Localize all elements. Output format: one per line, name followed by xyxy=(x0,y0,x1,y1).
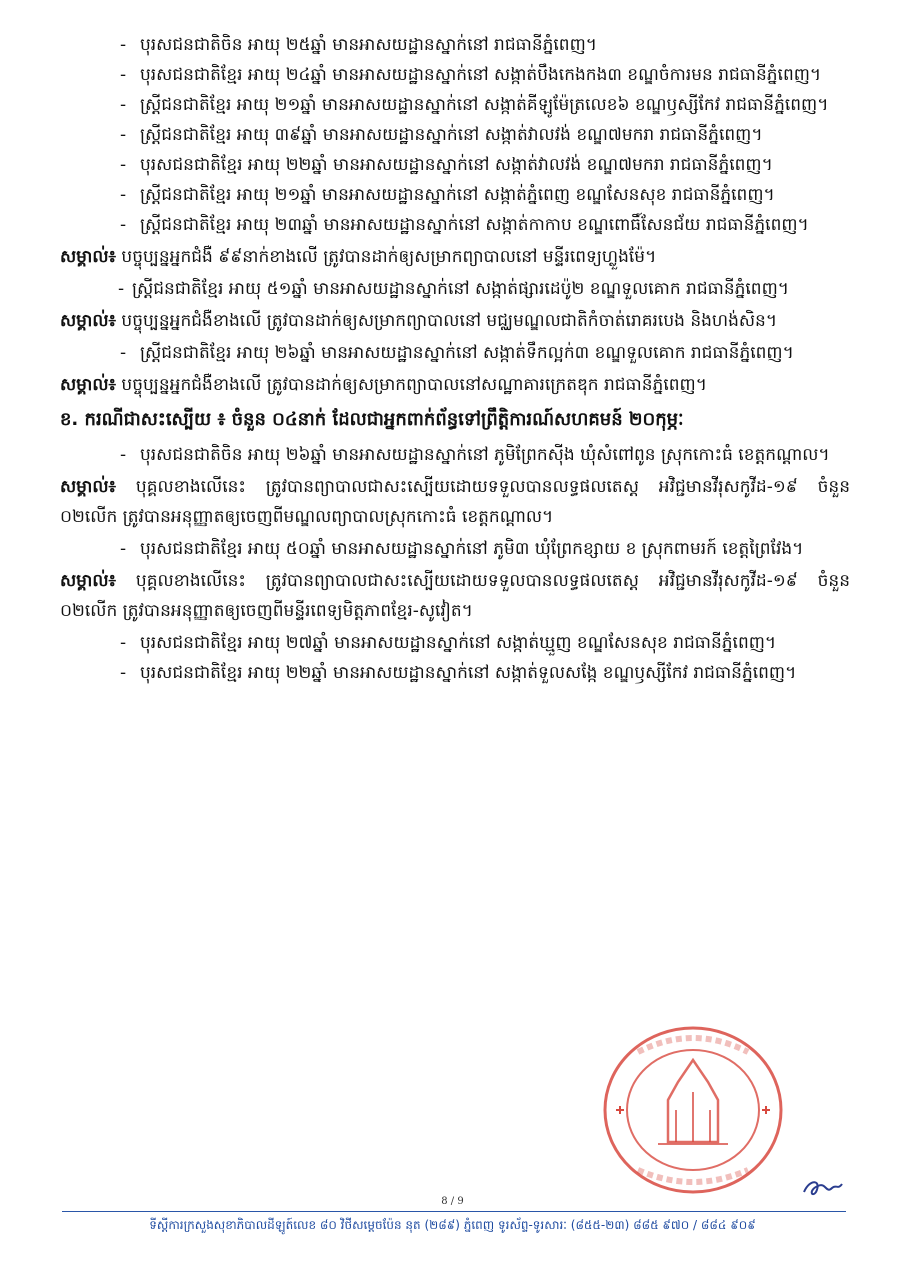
note-label: សម្គាល់៖ xyxy=(60,571,117,591)
note-text: បុគ្គលខាងលើនេះ ត្រូវបានព្យាបាលជាសះស្បើយដោយទទួលបានលទ្ធផលតេស្ត អវិជ្ជមានវីរុសកូវីដ-១៩ ចំនួន ០២លើក ត្រូវបានអនុញ្ញាតឲ្យចេញពីមន្ទីរពេទ្យមិត្តភាពខ្មែរ-សូវៀត។ xyxy=(60,571,850,621)
bullet-dash: - xyxy=(120,95,127,115)
list-item xyxy=(60,180,850,210)
bullet-dash: - xyxy=(120,445,127,465)
item-text: ស្ត្រីជនជាតិខ្មែរ អាយុ ២៣ឆ្នាំ មានអាសយដ្ឋានស្នាក់នៅ សង្កាត់កាកាប ខណ្ឌពោធិ៍សែនជ័យ រាជធានីភ្នំពេញ។ xyxy=(140,215,809,235)
list-item xyxy=(60,440,850,470)
item-text: ស្ត្រីជនជាតិខ្មែរ អាយុ ២១ឆ្នាំ មានអាសយដ្ឋានស្នាក់នៅ សង្កាត់ភ្នំពេញ ខណ្ឌសែនសុខ រាជធានីភ្នំពេញ។ xyxy=(140,185,775,205)
bullet-dash: - xyxy=(120,65,127,85)
bullet-dash: - xyxy=(120,35,127,55)
list-item xyxy=(60,658,850,688)
item-text: បុរសជនជាតិចិន អាយុ ២៦ឆ្នាំ មានអាសយដ្ឋានស្នាក់នៅ ភូមិព្រែកស៊ីង ឃុំសំពៅពូន ស្រុកកោះធំ ខេត្តកណ្តាល។ xyxy=(140,445,830,465)
note-text: បច្ចុប្បន្នអ្នកជំងឺ ៩៩នាក់ខាងលើ ត្រូវបានដាក់ឲ្យសម្រាកព្យាបាលនៅ មន្ទីរពេទ្យហ្លួងម៉ែ។ xyxy=(116,247,657,267)
item-text: បុរសជនជាតិខ្មែរ អាយុ ២២ឆ្នាំ មានអាសយដ្ឋានស្នាក់នៅ សង្កាត់ទួលសង្កែ ខណ្ឌឫស្សីកែវ រាជធានីភ្នំពេញ។ xyxy=(140,663,797,683)
official-seal-stamp xyxy=(598,1022,788,1197)
note-text: បច្ចុប្បន្នអ្នកជំងឺខាងលើ ត្រូវបានដាក់ឲ្យសម្រាកព្យាបាលនៅ មជ្ឈមណ្ឌលជាតិកំចាត់រោគរបេង និងហង់សិន។ xyxy=(116,311,778,331)
list-item xyxy=(60,120,850,150)
bullet-dash: - xyxy=(120,215,127,235)
bullet-dash: - xyxy=(120,663,127,683)
note-paragraph xyxy=(60,306,850,336)
page-number: 8 / 9 xyxy=(441,1196,464,1207)
list-item xyxy=(60,90,850,120)
item-text: បុរសជនជាតិខ្មែរ អាយុ ២៧ឆ្នាំ មានអាសយដ្ឋានស្នាក់នៅ សង្កាត់ឃ្មួញ ខណ្ឌសែនសុខ រាជធានីភ្នំពេញ។ xyxy=(140,633,777,653)
section-heading: ខ. ករណីជាសះស្បើយ ៖ ចំនួន ០៤នាក់ ដែលជាអ្នកពាក់ព័ន្ធទៅព្រឹត្តិការណ៍សហគមន៍ ២០កុម្ភៈ xyxy=(60,409,684,430)
note-paragraph xyxy=(60,566,850,626)
item-text: បុរសជនជាតិចិន អាយុ ២៥ឆ្នាំ មានអាសយដ្ឋានស្នាក់នៅ រាជធានីភ្នំពេញ។ xyxy=(140,35,597,55)
bullet-dash: - xyxy=(120,155,127,175)
item-text: បុរសជនជាតិខ្មែរ អាយុ ២២ឆ្នាំ មានអាសយដ្ឋានស្នាក់នៅ សង្កាត់វាលវង់ ខណ្ឌ៧មករា រាជធានីភ្នំពេញ។ xyxy=(140,155,773,175)
list-item xyxy=(60,534,850,564)
note-label: សម្គាល់៖ xyxy=(60,311,117,331)
bullet-dash: - xyxy=(118,279,125,299)
bullet-dash: - xyxy=(120,633,127,653)
document-body xyxy=(60,30,850,688)
footer-divider xyxy=(62,1211,846,1212)
item-text: ស្ត្រីជនជាតិខ្មែរ អាយុ ២១ឆ្នាំ មានអាសយដ្ឋានស្នាក់នៅ សង្កាត់គីឡូម៉ែត្រលេខ៦ ខណ្ឌឫស្សីកែវ រាជធានីភ្នំពេញ។ xyxy=(140,95,829,115)
note-label: សម្គាល់៖ xyxy=(60,477,117,497)
item-text: បុរសជនជាតិខ្មែរ អាយុ ៥០ឆ្នាំ មានអាសយដ្ឋានស្នាក់នៅ ភូមិ៣ ឃុំព្រែកខ្សាយ ខ ស្រុកពាមរក៍ ខេត្តព្រៃវែង។ xyxy=(140,539,804,559)
item-text: ស្ត្រីជនជាតិខ្មែរ អាយុ ៣៩ឆ្នាំ មានអាសយដ្ឋានស្នាក់នៅ សង្កាត់វាលវង់ ខណ្ឌ៧មករា រាជធានីភ្នំពេញ។ xyxy=(140,125,763,145)
bullet-dash: - xyxy=(120,539,127,559)
note-label: សម្គាល់៖ xyxy=(60,375,117,395)
item-text: ស្ត្រីជនជាតិខ្មែរ អាយុ ២៦ឆ្នាំ មានអាសយដ្ឋានស្នាក់នៅ សង្កាត់ទឹកល្អក់៣ ខណ្ឌទួលគោក រាជធានីភ្នំពេញ។ xyxy=(140,343,794,363)
bullet-dash: - xyxy=(120,125,127,145)
list-item xyxy=(60,628,850,658)
note-paragraph xyxy=(60,370,850,400)
note-text: បុគ្គលខាងលើនេះ ត្រូវបានព្យាបាលជាសះស្បើយដោយទទួលបានលទ្ធផលតេស្ត អវិជ្ជមានវីរុសកូវីដ-១៩ ចំនួន ០២លើក ត្រូវបានអនុញ្ញាតឲ្យចេញពីមណ្ឌលព្យាបាលស្រុកកោះធំ ខេត្តកណ្តាល។ xyxy=(60,477,850,527)
list-item xyxy=(60,274,850,304)
note-label: សម្គាល់៖ xyxy=(60,247,117,267)
list-item xyxy=(60,150,850,180)
list-item xyxy=(60,60,850,90)
list-item xyxy=(60,338,850,368)
bullet-dash: - xyxy=(120,185,127,205)
note-paragraph xyxy=(60,242,850,272)
item-text: បុរសជនជាតិខ្មែរ អាយុ ២៤ឆ្នាំ មានអាសយដ្ឋានស្នាក់នៅ សង្កាត់បឹងកេងកង៣ ខណ្ឌចំការមន រាជធានីភ្នំពេញ។ xyxy=(140,65,822,85)
item-text: ស្ត្រីជនជាតិខ្មែរ អាយុ ៥១ឆ្នាំ មានអាសយដ្ឋានស្នាក់នៅ សង្កាត់ផ្សារដេប៉ូ២ ខណ្ឌទួលគោក រាជធានីភ្នំពេញ។ xyxy=(132,279,789,299)
list-item xyxy=(60,30,850,60)
footer-address: ទីស្តីការក្រសួងសុខាភិបាលដីឡូត៍លេខ ៨០ វិថីសម្តេចប៉ែន នុត (២៨៩) ភ្នំពេញ ទូរស័ព្ទ-ទូរសារៈ (៨៥៥-២៣) ៨៨៥ ៩៧០ / ៨៨៤ ៩០៩ xyxy=(149,1218,756,1232)
note-text: បច្ចុប្បន្នអ្នកជំងឺខាងលើ ត្រូវបានដាក់ឲ្យសម្រាកព្យាបាលនៅសណ្ឋាគារក្រេតឌុក រាជធានីភ្នំពេញ។ xyxy=(116,375,707,395)
list-item xyxy=(60,210,850,240)
note-paragraph xyxy=(60,472,850,532)
bullet-dash: - xyxy=(120,343,127,363)
